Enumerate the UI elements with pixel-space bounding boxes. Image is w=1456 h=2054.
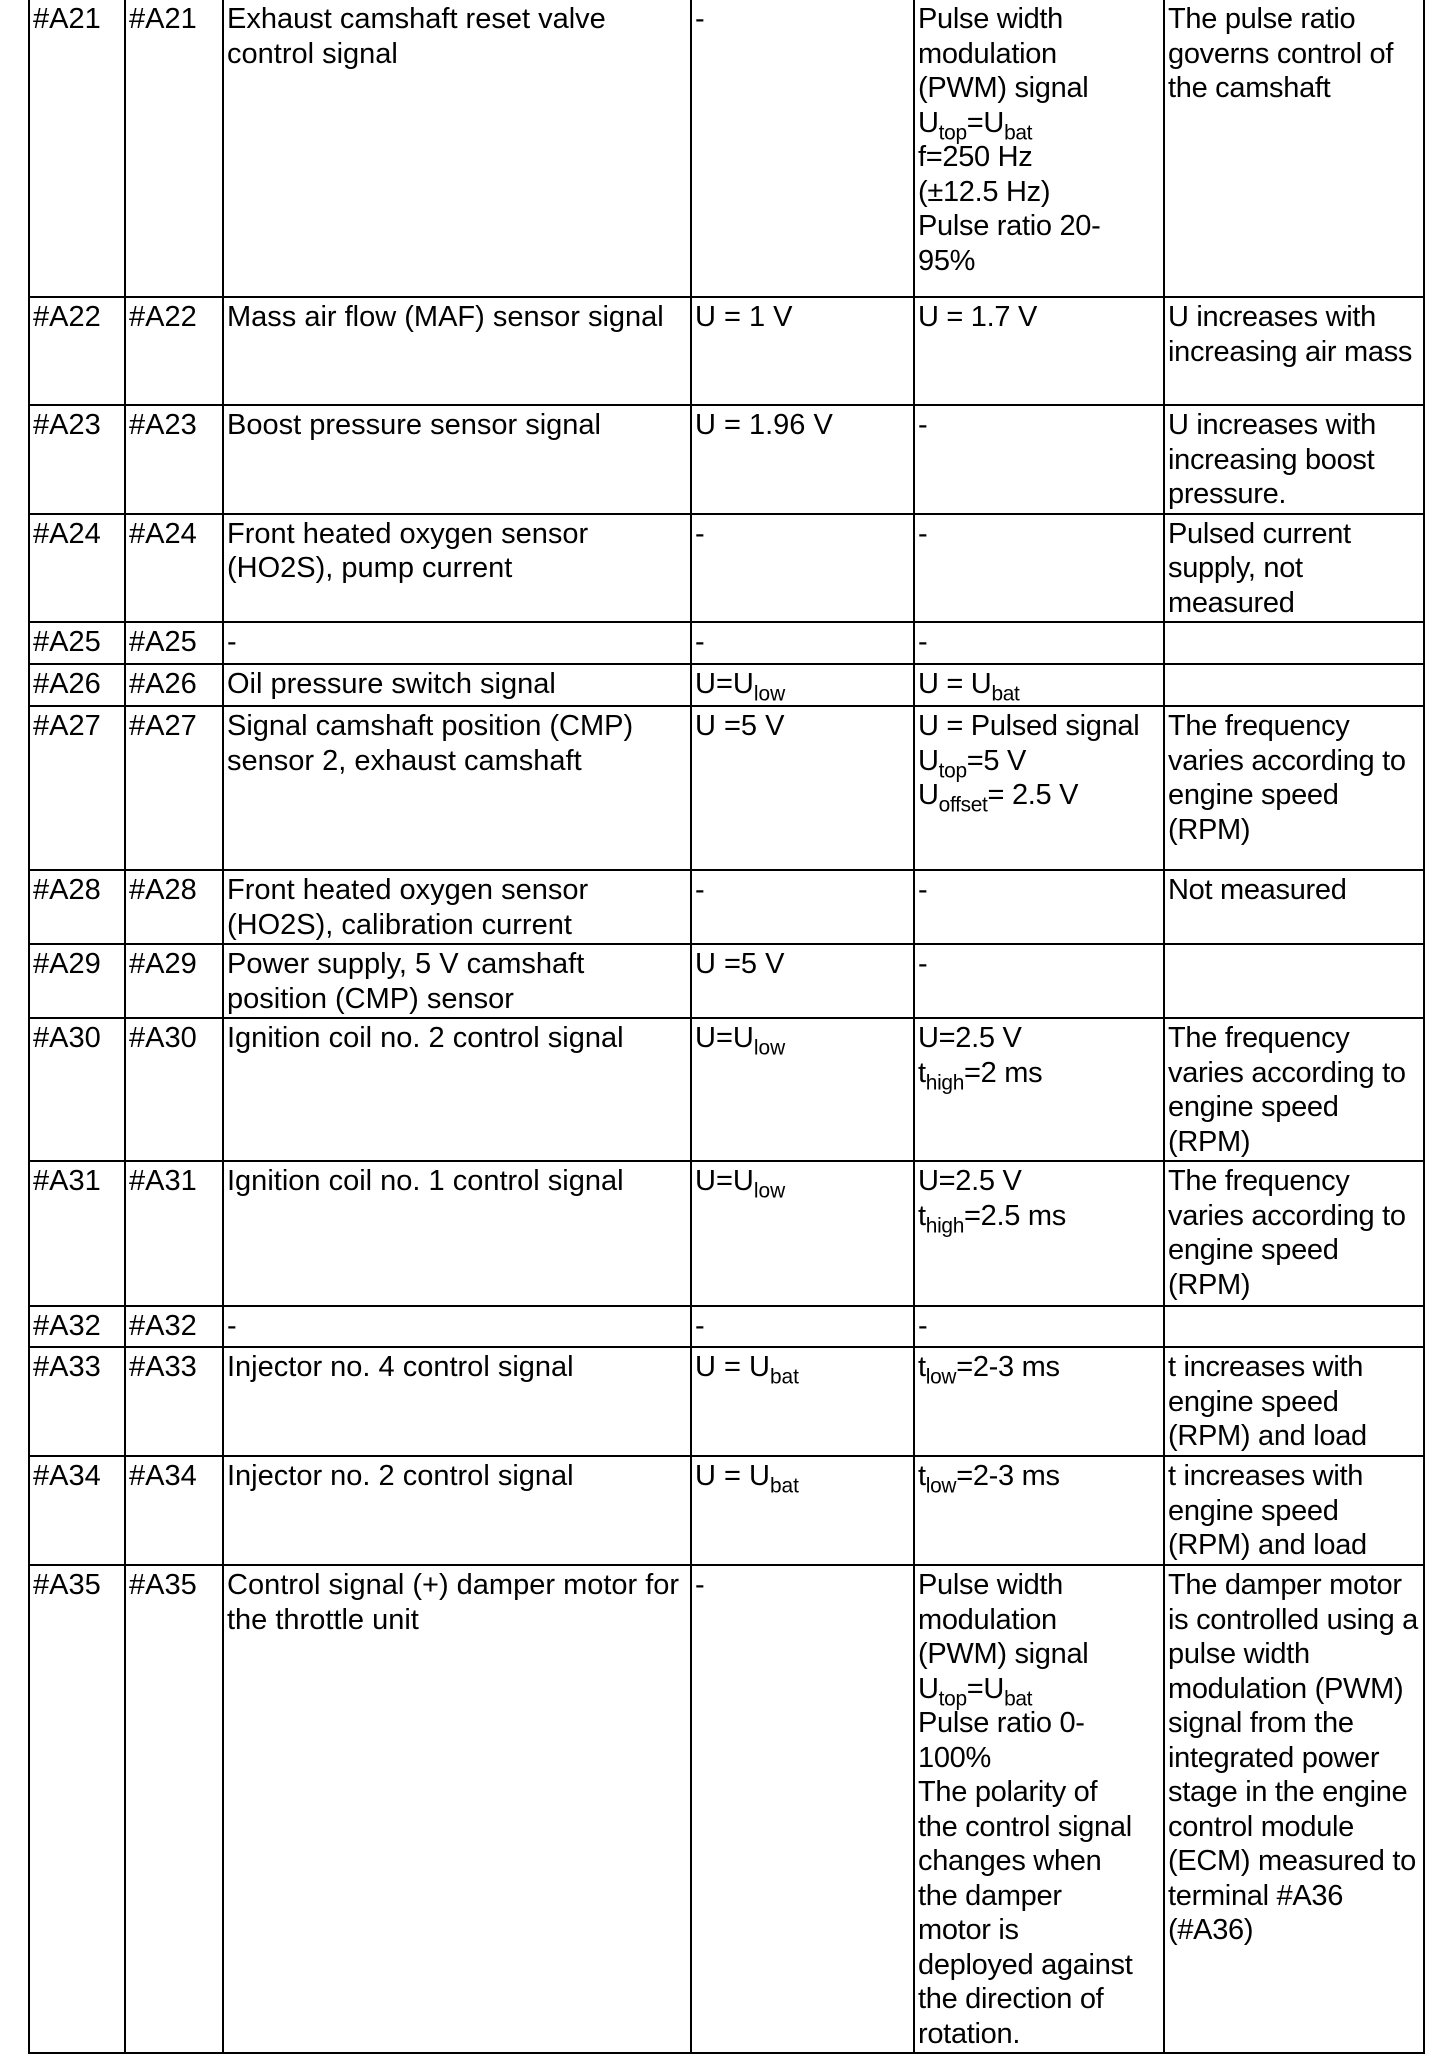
value-line (918, 244, 1161, 279)
value-line: - (918, 874, 928, 906)
table-row (29, 514, 1424, 623)
value-text: (PWM) signal (918, 1638, 1089, 1670)
value2-cell (914, 1347, 1164, 1456)
value-line (918, 1948, 1161, 1983)
value-text: U = U (918, 668, 992, 700)
value1-cell (691, 0, 914, 297)
value-text: =5 V (966, 744, 1027, 777)
pin-cell: #A31 (29, 1161, 125, 1306)
value-line (918, 1706, 1161, 1741)
subscript: bat (769, 1365, 799, 1389)
pin-cell: #A22 (29, 297, 125, 405)
terminal-cell: #A31 (125, 1161, 223, 1306)
value-line (918, 140, 1161, 175)
value-line (918, 1459, 1161, 1498)
value1-cell (691, 1347, 914, 1456)
value-text: The polarity of (918, 1776, 1098, 1808)
value-text: t (918, 1056, 926, 1089)
terminal-cell: #A26 (125, 664, 223, 706)
value-text: the direction of (918, 1983, 1104, 2015)
subscript: bat (1004, 1686, 1033, 1710)
value1-cell (691, 1456, 914, 1565)
remark-cell: The damper motor is controlled using a pulse width modulation (PWM) signal from the integrated power stage in the engine control module (ECM) measured to terminal #A36 (#A36) (1164, 1565, 1424, 2053)
terminal-cell: #A27 (125, 706, 223, 870)
terminal-cell: #A29 (125, 944, 223, 1018)
value1-cell (691, 297, 914, 405)
value-line (918, 1164, 1161, 1199)
table-row (29, 664, 1424, 706)
value-line (918, 2017, 1161, 2052)
value-text: U = U (695, 1460, 770, 1492)
value-text: Pulse ratio 0- (918, 1707, 1085, 1739)
value-text: t (918, 1199, 926, 1232)
subscript: top (938, 758, 967, 782)
value-line (918, 778, 1161, 817)
value2-cell (914, 944, 1164, 1018)
subscript: low (925, 1365, 957, 1389)
value-text: =2-3 ms (956, 1460, 1060, 1492)
value2-cell (914, 1306, 1164, 1347)
value-line (695, 1350, 911, 1389)
value-text: U=2.5 V (918, 1022, 1022, 1054)
value-line (918, 1844, 1161, 1879)
value1-cell (691, 1018, 914, 1161)
value-line (918, 106, 1161, 144)
value-text: U = U (695, 1351, 770, 1383)
value2-cell (914, 664, 1164, 706)
value2-cell (914, 1161, 1164, 1306)
pin-cell: #A23 (29, 405, 125, 514)
remark-cell: Not measured (1164, 870, 1424, 944)
remark-cell (1164, 664, 1424, 706)
table-row (29, 1456, 1424, 1565)
value-text: = 2.5 V (987, 779, 1079, 811)
remark-cell (1164, 1306, 1424, 1347)
value1-cell (691, 706, 914, 870)
description-cell: Front heated oxygen sensor (HO2S), pump current (223, 514, 691, 623)
table-row (29, 870, 1424, 944)
value-line: - (918, 409, 928, 441)
value-line (918, 2, 1161, 37)
remark-cell (1164, 622, 1424, 664)
description-cell: Signal camshaft position (CMP) sensor 2, exhaust camshaft (223, 706, 691, 870)
table-row (29, 1565, 1424, 2053)
value2-cell (914, 706, 1164, 870)
subscript: top (938, 1686, 967, 1710)
table-row (29, 944, 1424, 1018)
value-text: =2-3 ms (956, 1351, 1060, 1383)
value-line: - (918, 626, 928, 658)
description-cell: Mass air flow (MAF) sensor signal (223, 297, 691, 405)
value1-cell (691, 1161, 914, 1306)
value-text: modulation (918, 1603, 1057, 1636)
description-cell: Control signal (+) damper motor for the throttle unit (223, 1565, 691, 2053)
value2-cell (914, 405, 1164, 514)
value2-cell (914, 1018, 1164, 1161)
value-line (918, 209, 1161, 244)
pin-cell: #A25 (29, 622, 125, 664)
value-line (695, 1021, 911, 1060)
subscript: low (753, 682, 786, 706)
pin-cell: #A26 (29, 664, 125, 706)
value-text: modulation (918, 37, 1057, 70)
value-line: - (918, 1310, 928, 1342)
value2-cell (914, 1456, 1164, 1565)
description-cell: Injector no. 4 control signal (223, 1347, 691, 1456)
value-line (918, 1056, 1161, 1094)
value-line (918, 1350, 1161, 1389)
value-line: - (695, 1569, 705, 1601)
description-cell: Front heated oxygen sensor (HO2S), calibration current (223, 870, 691, 944)
value2-cell (914, 1565, 1164, 2053)
table-body (29, 0, 1424, 2053)
remark-cell (1164, 944, 1424, 1018)
value-line (918, 1199, 1161, 1237)
pin-cell: #A35 (29, 1565, 125, 2053)
value2-cell (914, 622, 1164, 664)
pin-cell: #A27 (29, 706, 125, 870)
subscript: low (753, 1036, 786, 1060)
value-text: the damper (918, 1879, 1062, 1912)
value-text: f=250 Hz (918, 141, 1033, 173)
value-text: Pulse width (918, 1569, 1063, 1601)
description-cell: Oil pressure switch signal (223, 664, 691, 706)
value-line: - (695, 874, 705, 906)
value-text: (PWM) signal (918, 72, 1089, 104)
terminal-cell: #A32 (125, 1306, 223, 1347)
table-row (29, 1306, 1424, 1347)
terminal-cell: #A28 (125, 870, 223, 944)
table-row (29, 706, 1424, 870)
value-text: motor is (918, 1914, 1019, 1946)
value-line: U = 1 V (695, 301, 793, 333)
remark-cell: The frequency varies according to engine speed (RPM) (1164, 1161, 1424, 1306)
value-line (918, 1982, 1161, 2017)
terminal-cell: #A24 (125, 514, 223, 623)
value-line: - (918, 517, 928, 550)
value-line (918, 744, 1161, 782)
value-line (918, 709, 1161, 744)
remark-cell: The frequency varies according to engine speed (RPM) (1164, 1018, 1424, 1161)
value-line (918, 1810, 1161, 1845)
value-text: U=U (695, 668, 754, 700)
remark-cell: t increases with engine speed (RPM) and load (1164, 1347, 1424, 1456)
value-text: 100% (918, 1741, 991, 1774)
subscript: bat (991, 682, 1020, 706)
value1-cell (691, 944, 914, 1018)
value-text: U=U (695, 1022, 754, 1054)
pin-cell: #A30 (29, 1018, 125, 1161)
value-text: t (918, 1460, 926, 1492)
value-text: Pulse ratio 20- (918, 210, 1101, 242)
value-line: - (918, 948, 928, 980)
terminal-cell: #A33 (125, 1347, 223, 1456)
value-text: U = Pulsed signal (918, 710, 1140, 742)
value-text: U (918, 779, 939, 811)
value2-cell (914, 870, 1164, 944)
value-line (918, 1021, 1161, 1056)
terminal-cell: #A21 (125, 0, 223, 297)
description-cell: - (223, 622, 691, 664)
remark-cell: t increases with engine speed (RPM) and load (1164, 1456, 1424, 1565)
value-line: - (695, 626, 705, 658)
value-line: U =5 V (695, 948, 785, 980)
pin-cell: #A34 (29, 1456, 125, 1565)
document-page (28, 0, 1423, 2054)
subscript: bat (1004, 120, 1033, 144)
value2-cell (914, 297, 1164, 405)
value-line (918, 1672, 1161, 1710)
subscript: low (925, 1474, 957, 1498)
value1-cell (691, 1565, 914, 2053)
value-text: 95% (918, 244, 976, 277)
description-cell: Injector no. 2 control signal (223, 1456, 691, 1565)
value-text: U=2.5 V (918, 1165, 1022, 1197)
value-line (918, 667, 1161, 706)
description-cell: Exhaust camshaft reset valve control signal (223, 0, 691, 297)
value-line (695, 667, 911, 706)
value1-cell (691, 1306, 914, 1347)
value-line: - (695, 3, 705, 35)
description-cell: Power supply, 5 V camshaft position (CMP) sensor (223, 944, 691, 1018)
value-line (695, 1164, 911, 1203)
value-line: U = 1.96 V (695, 409, 833, 441)
description-cell: Boost pressure sensor signal (223, 405, 691, 514)
subscript: high (925, 1070, 965, 1094)
pin-cell: #A33 (29, 1347, 125, 1456)
value-line: U =5 V (695, 710, 785, 742)
value-text: (±12.5 Hz) (918, 175, 1051, 208)
value-text: U (918, 744, 939, 777)
value-line (918, 1879, 1161, 1914)
pin-cell: #A32 (29, 1306, 125, 1347)
value-text: U (918, 1672, 939, 1705)
table-row (29, 1161, 1424, 1306)
subscript: high (925, 1213, 965, 1237)
value1-cell (691, 622, 914, 664)
value-line (918, 1637, 1161, 1672)
remark-cell: Pulsed current supply, not measured (1164, 514, 1424, 623)
terminal-cell: #A25 (125, 622, 223, 664)
pin-cell: #A28 (29, 870, 125, 944)
value1-cell (691, 870, 914, 944)
remark-cell: U increases with increasing air mass (1164, 297, 1424, 405)
pin-cell: #A24 (29, 514, 125, 623)
description-cell: Ignition coil no. 1 control signal (223, 1161, 691, 1306)
value-text: U=U (695, 1165, 754, 1197)
value-line (695, 1459, 911, 1498)
value-line (918, 71, 1161, 106)
value-text: t (918, 1351, 926, 1383)
value-text: changes when (918, 1845, 1102, 1877)
table-row (29, 405, 1424, 514)
value-line: U = 1.7 V (918, 301, 1038, 333)
value-line (918, 1913, 1161, 1948)
table-row (29, 1347, 1424, 1456)
value-text: Pulse width (918, 3, 1063, 35)
terminal-cell: #A34 (125, 1456, 223, 1565)
description-cell: Ignition coil no. 2 control signal (223, 1018, 691, 1161)
value-line: - (695, 517, 705, 550)
value-text: =2.5 ms (964, 1199, 1066, 1232)
terminal-cell: #A30 (125, 1018, 223, 1161)
subscript: bat (769, 1474, 799, 1498)
value1-cell (691, 405, 914, 514)
terminal-cell: #A22 (125, 297, 223, 405)
remark-cell: The frequency varies according to engine speed (RPM) (1164, 706, 1424, 870)
value-text: rotation. (918, 2017, 1021, 2050)
subscript: offset (938, 793, 988, 817)
value-text: =U (966, 106, 1005, 139)
value-text: =U (966, 1672, 1005, 1705)
value2-cell (914, 514, 1164, 623)
value-text: deployed against (918, 1948, 1133, 1981)
pin-cell: #A29 (29, 944, 125, 1018)
value2-cell (914, 0, 1164, 297)
value-line (918, 175, 1161, 210)
terminal-cell: #A23 (125, 405, 223, 514)
remark-cell: U increases with increasing boost pressure. (1164, 405, 1424, 514)
subscript: top (938, 120, 967, 144)
table-row (29, 1018, 1424, 1161)
value-line (918, 1775, 1161, 1810)
value-line (918, 1603, 1161, 1638)
description-cell: - (223, 1306, 691, 1347)
table-row (29, 622, 1424, 664)
value-text: =2 ms (964, 1056, 1043, 1089)
terminal-cell: #A35 (125, 1565, 223, 2053)
value1-cell (691, 514, 914, 623)
value-line (918, 37, 1161, 72)
value-text: the control signal (918, 1810, 1132, 1843)
table-row (29, 0, 1424, 297)
value1-cell (691, 664, 914, 706)
value-text: U (918, 106, 939, 139)
value-line: - (695, 1310, 705, 1342)
value-line (918, 1741, 1161, 1776)
table-row (29, 297, 1424, 405)
subscript: low (753, 1179, 786, 1203)
remark-cell: The pulse ratio governs control of the camshaft (1164, 0, 1424, 297)
ecm-terminal-table (28, 0, 1425, 2054)
pin-cell: #A21 (29, 0, 125, 297)
value-line (918, 1568, 1161, 1603)
